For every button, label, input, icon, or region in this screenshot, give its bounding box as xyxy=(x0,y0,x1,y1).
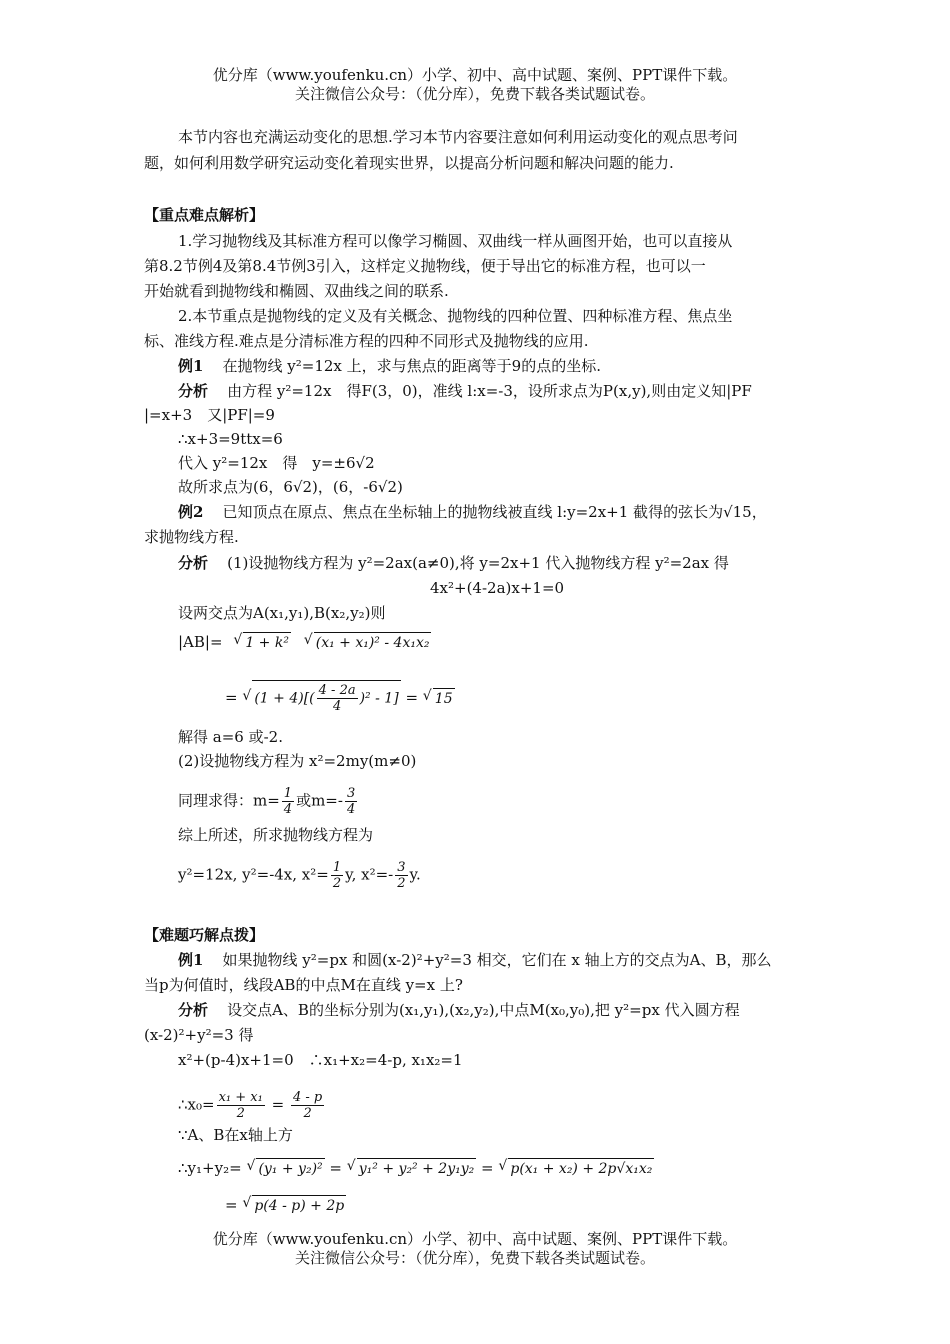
analysis-text: 设交点A、B的坐标分别为(x₁,y₁),(x₂,y₂),中点M(x₀,y₀),把 y²=px 代入圆方程 xyxy=(227,1001,740,1019)
analysis-1 xyxy=(178,381,752,401)
example-label: 例1 xyxy=(178,951,204,969)
fraction xyxy=(282,786,294,817)
denominator: 4 xyxy=(283,802,293,817)
radicand-part: (1 + 4)[( xyxy=(254,690,315,707)
sqrt-term: √ (1 + 4)[( $\frac{4 - 2a}{4}$ )² - 1] xyxy=(242,680,400,714)
footer-line-2: 关注微信公众号：（优分库），免费下载各类试题试卷。 xyxy=(294,1249,655,1267)
numerator: 1 xyxy=(332,860,342,875)
para-2b: 标、准线方程.难点是分清标准方程的四种不同形式及抛物线的应用. xyxy=(144,332,589,350)
example-text: 在抛物线 y²=12x 上，求与焦点的距离等于9的点的坐标. xyxy=(222,357,601,375)
example-3b: 当p为何值时，线段AB的中点M在直线 y=x 上? xyxy=(144,976,463,994)
intro-line-2: 题，如何利用数学研究运动变化着现实世界，以提高分析问题和解决问题的能力. xyxy=(144,154,674,172)
header-line-2: 关注微信公众号：（优分库），免费下载各类试题试卷。 xyxy=(294,85,655,103)
ab-label: |AB|= xyxy=(178,633,223,651)
sqrt-term: √ 1 + k² xyxy=(233,632,289,651)
para-2a: 2.本节重点是抛物线的定义及有关概念、抛物线的四种位置、四种标准方程、焦点坐 xyxy=(178,307,733,325)
text: y. xyxy=(409,865,421,884)
analysis-3 xyxy=(178,1000,740,1020)
denominator: 4 xyxy=(346,802,356,817)
sqrt-term: √ y₁² + y₂² + 2y₁y₂ xyxy=(346,1158,475,1177)
analysis-3d: ∴x₀= $\frac{\text{x₁ + x₁}}{2}$ = $\frac{4 - p}{2}$ xyxy=(178,1090,323,1121)
numerator: 3 xyxy=(346,786,356,801)
numerator: 1 xyxy=(283,786,293,801)
analysis-2f: 综上所述，所求抛物线方程为 xyxy=(178,826,374,844)
section-title-key-points: 【重点难点解析】 xyxy=(144,206,265,224)
radicand: 1 + k² xyxy=(243,632,291,653)
denominator: 4 xyxy=(332,699,342,714)
analysis-2g xyxy=(178,860,421,891)
equation-quadratic: 4x²+(4-2a)x+1=0 xyxy=(430,579,565,597)
radicand: (x₁ + x₁)² - 4x₁x₂ xyxy=(314,632,432,653)
analysis-label: 分析 xyxy=(178,554,209,572)
analysis-2d: (2)设抛物线方程为 x²=2my(m≠0) xyxy=(178,752,417,770)
denominator: 2 xyxy=(303,1106,312,1121)
analysis-3e: ∵A、B在x轴上方 xyxy=(178,1126,293,1144)
text: 或m=- xyxy=(296,791,343,810)
analysis-1d: 代入 y²=12x 得 y=±6√2 xyxy=(178,454,375,472)
fraction xyxy=(217,1090,265,1121)
example-2 xyxy=(178,502,767,522)
radicand: p(4 - p) + 2p xyxy=(252,1195,346,1216)
fraction xyxy=(331,860,343,891)
radicand-part: )² - 1] xyxy=(359,690,399,707)
analysis-1e: 故所求点为(6，6√2)，(6，-6√2) xyxy=(178,478,403,496)
analysis-1c: ∴x+3=9ttx=6 xyxy=(178,430,283,448)
intro-line-1: 本节内容也充满运动变化的思想.学习本节内容要注意如何利用运动变化的观点思考问 xyxy=(178,128,738,146)
ab-formula xyxy=(178,632,431,653)
fraction xyxy=(345,786,357,817)
fraction xyxy=(395,860,407,891)
numerator: x₁ + x₁ xyxy=(218,1090,263,1105)
analysis-label: 分析 xyxy=(178,1001,209,1019)
sqrt-term: √ p(x₁ + x₂) + 2p√x₁x₂ xyxy=(498,1158,653,1177)
example-text: 已知顶点在原点、焦点在坐标轴上的抛物线被直线 l:y=2x+1 截得的弦长为√15， xyxy=(222,503,767,521)
radicand: 15 xyxy=(433,688,455,709)
sqrt-term: √ p(4 - p) + 2p xyxy=(242,1195,345,1214)
analysis-label: 分析 xyxy=(178,382,209,400)
fraction xyxy=(317,683,358,714)
text: ∴y₁+y₂= xyxy=(178,1159,242,1177)
analysis-2b: 设两交点为A(x₁,y₁),B(x₂,y₂)则 xyxy=(178,604,386,622)
para-1b: 第8.2节例4及第8.4节例3引入，这样定义抛物线，便于导出它的标准方程，也可以一 xyxy=(144,257,706,275)
analysis-2c: 解得 a=6 或-2. xyxy=(178,728,283,746)
sqrt-term: √ (x₁ + x₁)² - 4x₁x₂ xyxy=(303,632,430,651)
numerator: 4 - 2a xyxy=(318,683,356,698)
analysis-3c: x²+(p-4)x+1=0 ∴x₁+x₂=4-p, x₁x₂=1 xyxy=(178,1051,463,1069)
text: ∴x₀= xyxy=(178,1095,215,1114)
example-label: 例2 xyxy=(178,503,204,521)
example-2b: 求抛物线方程. xyxy=(144,528,239,546)
numerator: 3 xyxy=(397,860,406,875)
analysis-3b: (x-2)²+y²=3 得 xyxy=(144,1026,254,1044)
example-label: 例1 xyxy=(178,357,204,375)
numerator: 4 - p xyxy=(292,1090,323,1105)
text: y²=12x, y²=-4x, x²= xyxy=(178,865,329,884)
para-1a: 1.学习抛物线及其标准方程可以像学习椭圆、双曲线一样从画图开始，也可以直接从 xyxy=(178,232,733,250)
radicand: p(x₁ + x₂) + 2p√x₁x₂ xyxy=(508,1158,654,1179)
example-1 xyxy=(178,356,601,376)
radicand: (y₁ + y₂)² xyxy=(256,1158,324,1179)
analysis-1b: |=x+3 又|PF|=9 xyxy=(144,406,275,424)
example-text: 如果抛物线 y²=px 和圆(x-2)²+y²=3 相交，它们在 x 轴上方的交点为A、B，那么 xyxy=(222,951,772,969)
sqrt-15: √ 15 xyxy=(422,687,453,707)
analysis-3f: ∴y₁+y₂= √ (y₁ + y₂)² = √ y₁² + y₂² + 2y₁y₂ = √ p(x₁ + x₂) + 2p√x₁x₂ xyxy=(178,1158,653,1177)
text: 同理求得：m= xyxy=(178,791,280,810)
sqrt-term: √ (y₁ + y₂)² xyxy=(246,1158,323,1177)
analysis-3g: = √ p(4 - p) + 2p xyxy=(225,1195,345,1214)
analysis-text: (1)设抛物线方程为 y²=2ax(a≠0),将 y=2x+1 代入抛物线方程 y²=2ax 得 xyxy=(227,554,729,572)
denominator: 2 xyxy=(397,876,406,891)
para-1c: 开始就看到抛物线和椭圆、双曲线之间的联系. xyxy=(144,282,449,300)
ab-formula-2: = √ (1 + 4)[( $\frac{4 - 2a}{4}$ )² - 1] = √ 15 xyxy=(225,680,455,714)
example-3 xyxy=(178,950,771,970)
radicand: y₁² + y₂² + 2y₁y₂ xyxy=(357,1158,476,1179)
analysis-2 xyxy=(178,553,729,573)
analysis-text: 由方程 y²=12x 得F(3，0)，准线 l:x=-3，设所求点为P(x,y),则由定义知|PF xyxy=(227,382,752,400)
header-line-1: 优分库（www.youfenku.cn）小学、初中、高中试题、案例、PPT课件下载。 xyxy=(212,66,738,84)
text: y, x²=- xyxy=(345,865,394,884)
fraction xyxy=(291,1090,324,1121)
analysis-2e xyxy=(178,786,359,817)
section-title-tips: 【难题巧解点拨】 xyxy=(144,926,265,944)
denominator: 2 xyxy=(236,1106,245,1121)
footer-line-1: 优分库（www.youfenku.cn）小学、初中、高中试题、案例、PPT课件下载。 xyxy=(212,1230,738,1248)
denominator: 2 xyxy=(332,876,342,891)
